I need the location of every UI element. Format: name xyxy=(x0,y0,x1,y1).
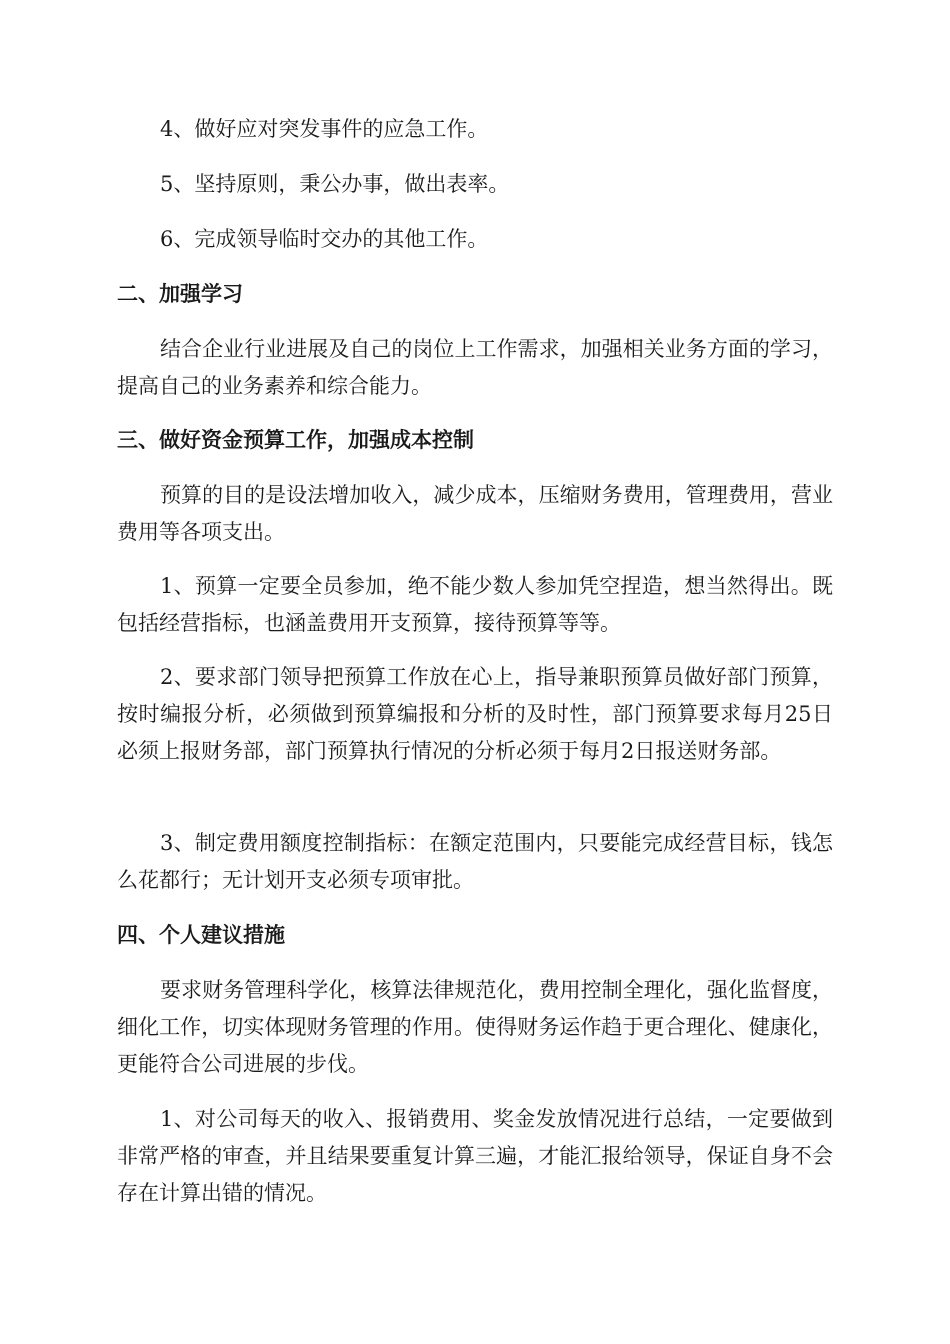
list-item-4: 4、做好应对突发事件的应急工作。 xyxy=(160,117,489,141)
section-heading-3: 三、做好资金预算工作，加强成本控制 xyxy=(117,428,474,452)
section-3-list-item-2: 2、要求部门领导把预算工作放在心上，指导兼职预算员做好部门预算，按时编报分析，必须做到预算编报和分析的及时性，部门预算要求每月25日必须上报财务部，部门预算执行情况的分析必须于每月2日报送财务部。 xyxy=(117,665,833,763)
section-3-list-item-1: 1、预算一定要全员参加，绝不能少数人参加凭空捏造，想当然得出。既包括经营指标，也涵盖费用开支预算，接待预算等等。 xyxy=(117,574,833,635)
section-3-intro-paragraph: 预算的目的是设法增加收入，减少成本，压缩财务费用，管理费用，营业费用等各项支出。 xyxy=(117,483,833,544)
list-item-6: 6、完成领导临时交办的其他工作。 xyxy=(160,227,489,251)
section-2-paragraph: 结合企业行业进展及自己的岗位上工作需求，加强相关业务方面的学习，提高自己的业务素养和综合能力。 xyxy=(117,337,833,398)
section-3-list-item-3: 3、制定费用额度控制指标：在额定范围内，只要能完成经营目标，钱怎么花都行；无计划开支必须专项审批。 xyxy=(117,831,833,892)
section-4-intro-paragraph: 要求财务管理科学化，核算法律规范化，费用控制全理化，强化监督度，细化工作，切实体现财务管理的作用。使得财务运作趋于更合理化、健康化，更能符合公司进展的步伐。 xyxy=(117,978,833,1076)
list-item-5: 5、坚持原则，秉公办事，做出表率。 xyxy=(160,172,510,196)
section-heading-2: 二、加强学习 xyxy=(117,282,243,306)
section-4-list-item-1: 1、对公司每天的收入、报销费用、奖金发放情况进行总结，一定要做到非常严格的审查，并且结果要重复计算三遍，才能汇报给领导，保证自身不会存在计算出错的情况。 xyxy=(117,1107,833,1205)
section-heading-4: 四、个人建议措施 xyxy=(117,923,285,947)
